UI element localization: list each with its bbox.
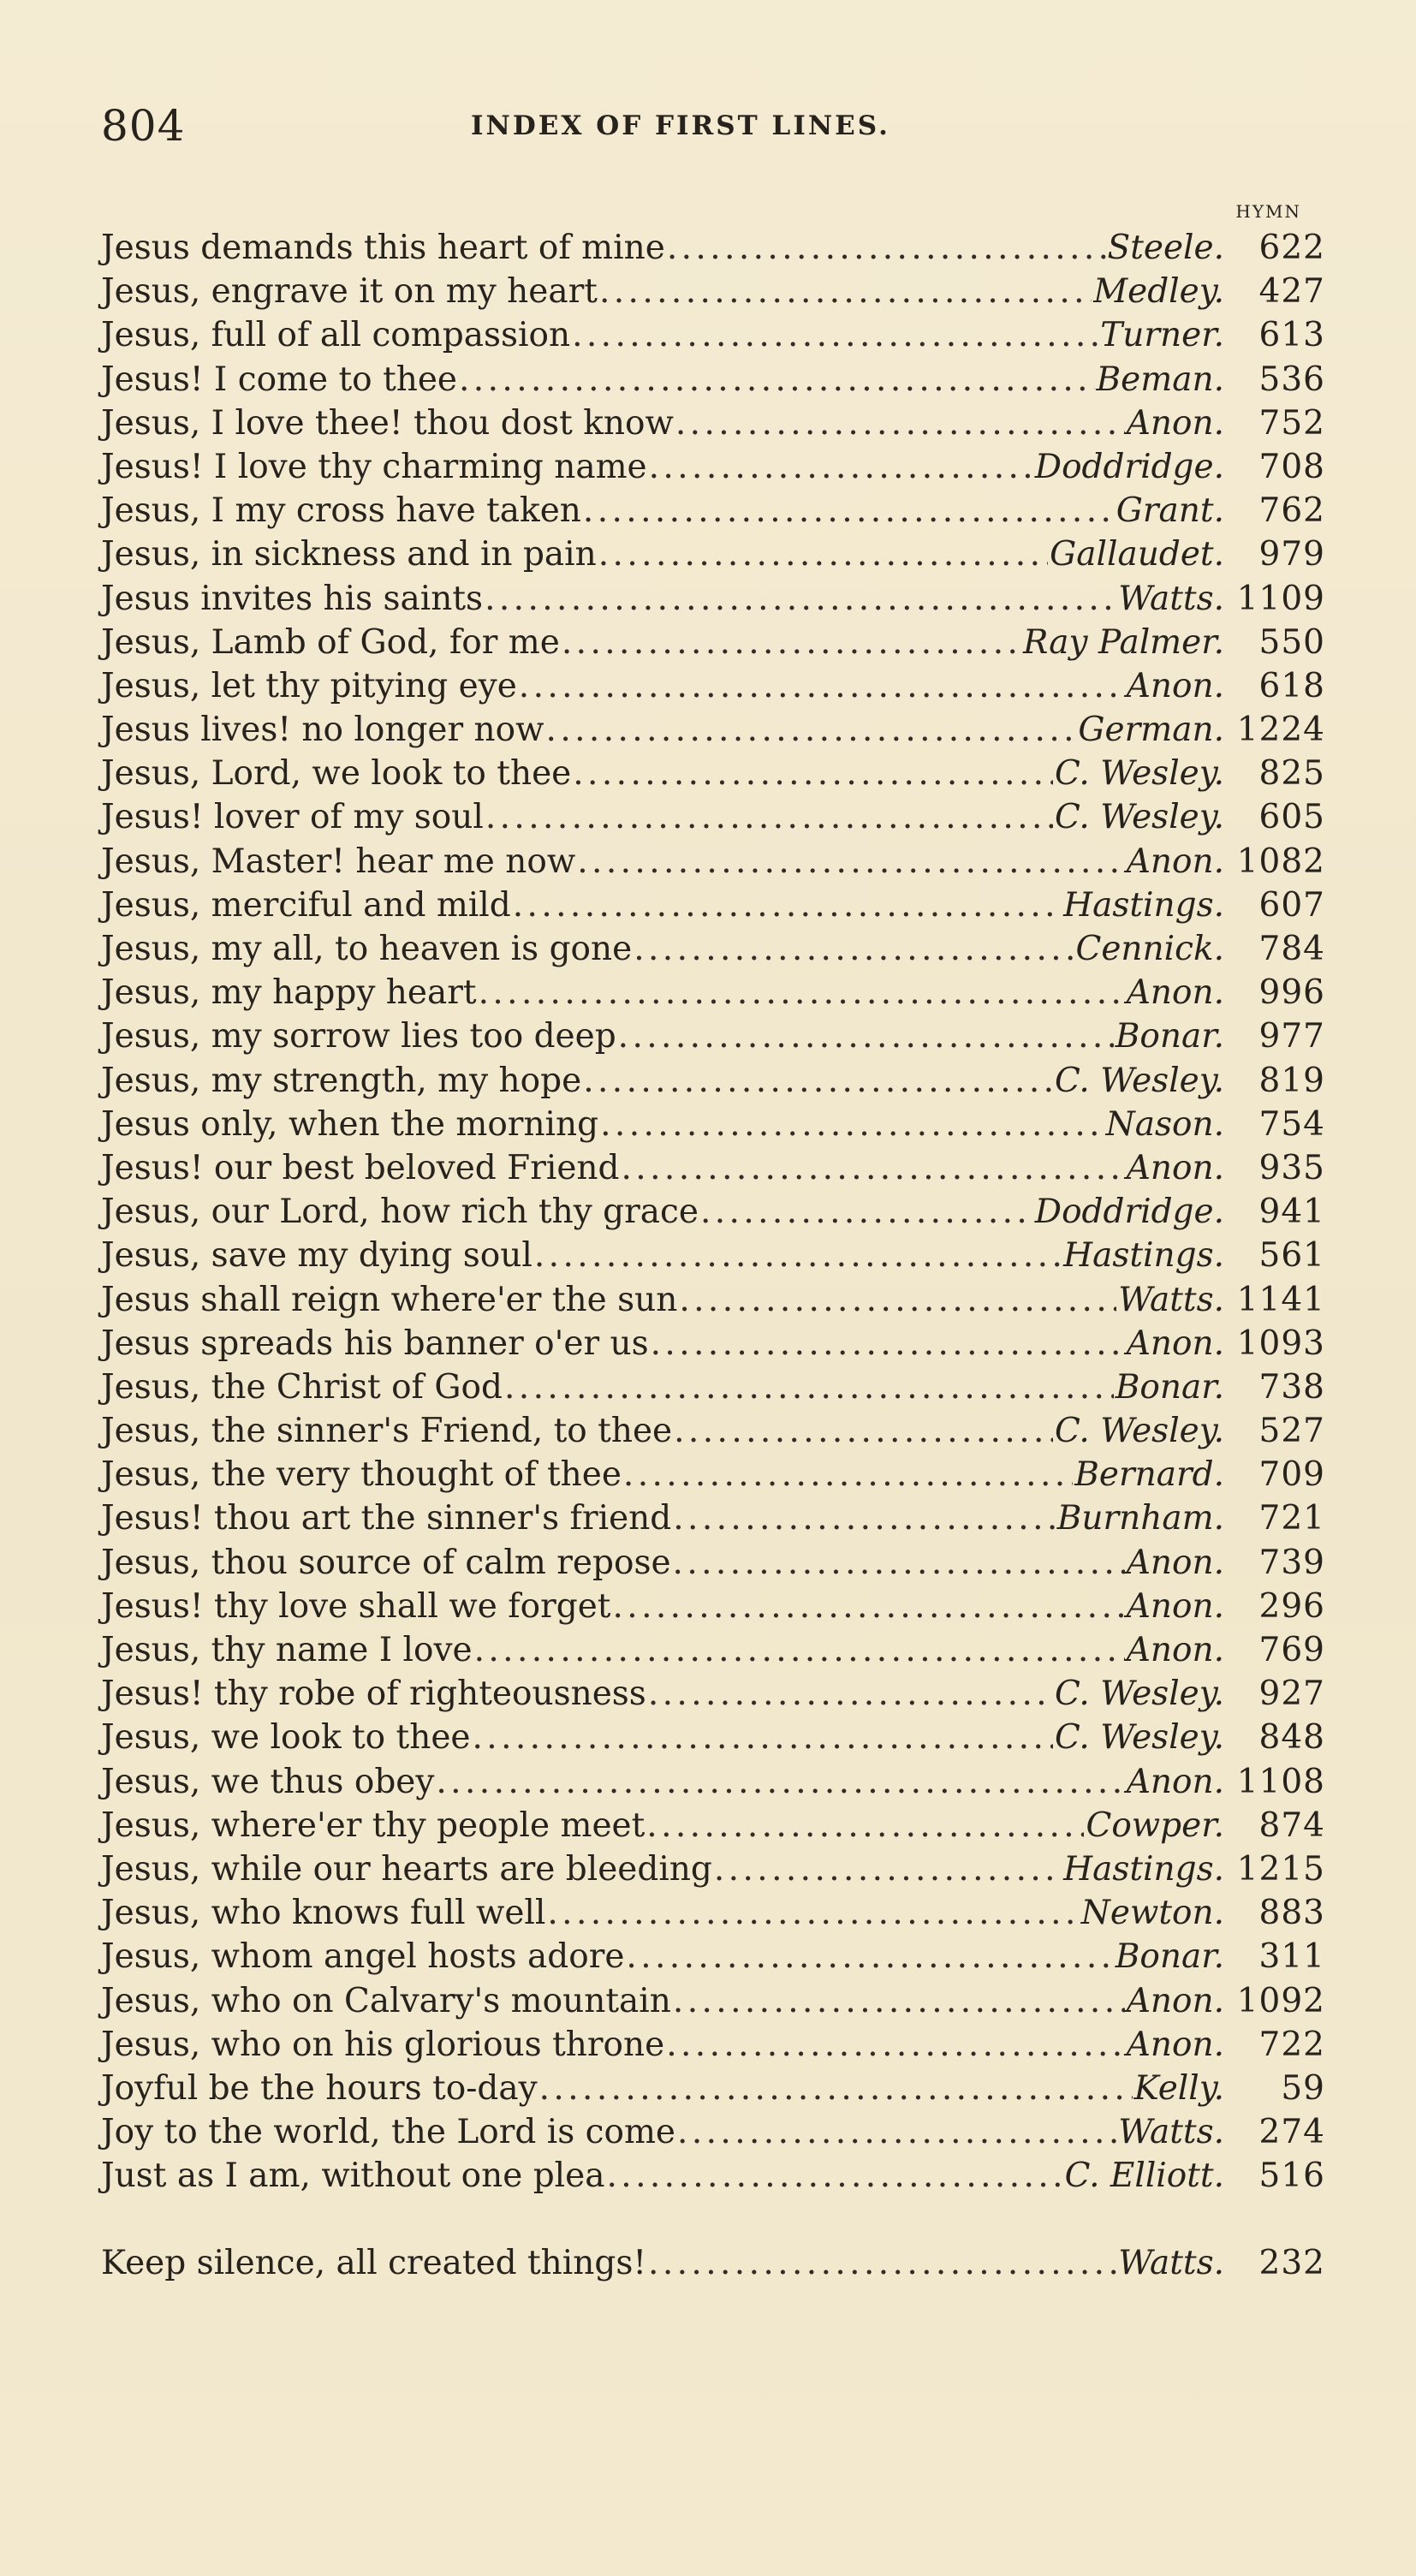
- hymn-number: 613: [1258, 316, 1325, 355]
- dot-leader: [674, 1409, 1053, 1453]
- index-entry: [101, 358, 1325, 402]
- dot-leader: [513, 883, 1062, 927]
- first-line-text: Jesus! thy robe of righteousness: [101, 1675, 646, 1714]
- hymn-number: 874: [1258, 1806, 1325, 1845]
- index-entry: [101, 270, 1325, 313]
- dot-leader: [600, 1103, 1104, 1146]
- index-entry: [101, 927, 1325, 971]
- first-line-text: Keep silence, all created things!: [101, 2244, 647, 2283]
- dot-leader: [485, 577, 1116, 621]
- index-entry: [101, 1014, 1325, 1058]
- dot-leader: [572, 313, 1098, 357]
- hymn-number: 427: [1258, 272, 1325, 312]
- dot-leader: [573, 752, 1053, 795]
- author-name: C. Elliott.: [1064, 2157, 1224, 2196]
- index-entry: [101, 1891, 1325, 1935]
- first-line-text: Jesus, we look to thee: [101, 1718, 471, 1758]
- first-line-text: Jesus, whom angel hosts adore: [101, 1937, 625, 1977]
- author-name: Grant.: [1116, 491, 1224, 531]
- dot-leader: [546, 708, 1077, 752]
- author-name: Anon.: [1126, 2025, 1224, 2064]
- running-title: INDEX OF FIRST LINES.: [471, 110, 890, 141]
- dot-leader: [598, 532, 1048, 576]
- index-entry: [101, 1541, 1325, 1585]
- hymn-number: 927: [1258, 1675, 1325, 1714]
- dot-leader: [547, 1891, 1079, 1935]
- hymn-number: 941: [1258, 1193, 1325, 1232]
- author-name: Turner.: [1100, 316, 1224, 355]
- index-entry: [101, 795, 1325, 839]
- dot-leader: [583, 489, 1115, 532]
- hymn-number: 527: [1258, 1412, 1325, 1451]
- first-line-text: Jesus spreads his banner o'er us: [101, 1324, 649, 1363]
- author-name: Cennick.: [1075, 930, 1224, 968]
- dot-leader: [677, 2110, 1116, 2154]
- hymn-number: 738: [1258, 1367, 1325, 1407]
- author-name: Watts.: [1118, 2244, 1224, 2283]
- dot-leader: [714, 1847, 1062, 1891]
- hymn-number: 739: [1258, 1543, 1325, 1582]
- index-entry: [101, 840, 1325, 883]
- dot-leader: [539, 2067, 1133, 2110]
- author-name: Bonar.: [1115, 1367, 1224, 1407]
- dot-leader: [612, 1585, 1124, 1628]
- author-name: Nason.: [1105, 1104, 1224, 1144]
- dot-leader: [583, 1059, 1053, 1103]
- dot-leader: [648, 1672, 1053, 1716]
- index-entry: [101, 1847, 1325, 1891]
- dot-leader: [648, 2241, 1116, 2285]
- author-name: C. Wesley.: [1054, 1061, 1224, 1100]
- index-entry: [101, 1496, 1325, 1540]
- author-name: Anon.: [1126, 1148, 1224, 1187]
- hymn-number: 825: [1258, 754, 1325, 794]
- author-name: Anon.: [1126, 666, 1224, 705]
- hymn-number: 979: [1258, 535, 1325, 574]
- author-name: C. Wesley.: [1054, 1718, 1224, 1758]
- dot-leader: [474, 1628, 1125, 1672]
- hymn-number: 1108: [1236, 1762, 1325, 1801]
- first-line-text: Jesus, who knows full well: [101, 1894, 546, 1933]
- hymn-number: 274: [1258, 2113, 1325, 2152]
- first-line-text: Jesus! thy love shall we forget: [101, 1586, 611, 1626]
- index-entry: [101, 2154, 1325, 2198]
- dot-leader: [459, 358, 1094, 402]
- index-entry: [101, 577, 1325, 621]
- hymn-number: 516: [1258, 2157, 1325, 2196]
- author-name: Bonar.: [1115, 1937, 1224, 1977]
- index-entry: [101, 708, 1325, 752]
- hymn-number: 296: [1258, 1586, 1325, 1626]
- first-line-text: Jesus, thou source of calm repose: [101, 1543, 671, 1582]
- index-entry: [101, 1322, 1325, 1365]
- author-name: Bonar.: [1115, 1017, 1224, 1056]
- first-line-text: Just as I am, without one plea: [101, 2157, 605, 2196]
- index-entry: [101, 621, 1325, 664]
- hymn-number: 1215: [1236, 1849, 1325, 1889]
- first-line-text: Jesus demands this heart of mine: [101, 229, 665, 267]
- hymn-number: 977: [1258, 1017, 1325, 1056]
- first-line-text: Jesus, the very thought of thee: [101, 1455, 622, 1495]
- author-name: Medley.: [1093, 272, 1224, 312]
- author-name: Doddridge.: [1034, 1193, 1224, 1232]
- index-entry: [101, 1190, 1325, 1234]
- hymn-number: 819: [1258, 1061, 1325, 1100]
- dot-leader: [666, 2023, 1125, 2067]
- author-name: Hastings.: [1063, 885, 1224, 925]
- dot-leader: [562, 621, 1021, 664]
- dot-leader: [700, 1190, 1033, 1234]
- dot-leader: [667, 226, 1106, 270]
- index-entry: [101, 1234, 1325, 1277]
- author-name: Burnham.: [1056, 1499, 1224, 1538]
- author-name: German.: [1078, 711, 1224, 750]
- author-name: Watts.: [1118, 2113, 1224, 2152]
- first-line-text: Jesus, my happy heart: [101, 973, 477, 1013]
- dot-leader: [622, 1146, 1125, 1190]
- first-line-text: Jesus lives! no longer now: [101, 711, 544, 750]
- dot-leader: [673, 1979, 1125, 2023]
- index-entry: [101, 752, 1325, 795]
- first-line-text: Jesus, the Christ of God: [101, 1367, 503, 1407]
- dot-leader: [646, 1804, 1084, 1847]
- index-entry: [101, 1760, 1325, 1804]
- author-name: Bernard.: [1074, 1455, 1224, 1495]
- author-name: Anon.: [1126, 1586, 1224, 1626]
- dot-leader: [673, 1496, 1055, 1540]
- hymn-number: 618: [1258, 666, 1325, 705]
- dot-leader: [504, 1365, 1114, 1409]
- author-name: Hastings.: [1063, 1849, 1224, 1889]
- index-entry: [101, 226, 1325, 270]
- first-line-text: Jesus, full of all compassion: [101, 316, 571, 355]
- index-entry: [101, 1585, 1325, 1628]
- author-name: Newton.: [1080, 1894, 1224, 1933]
- index-entry: [101, 1935, 1325, 1978]
- index-entry: [101, 489, 1325, 532]
- author-name: Anon.: [1126, 1543, 1224, 1582]
- first-line-text: Jesus, we thus obey: [101, 1762, 435, 1801]
- author-name: Doddridge.: [1034, 447, 1224, 486]
- first-line-text: Jesus, thy name I love: [101, 1631, 473, 1669]
- first-line-text: Jesus, merciful and mild: [101, 885, 511, 925]
- first-line-text: Jesus, I love thee! thou dost know: [101, 403, 674, 443]
- hymn-number: 311: [1258, 1937, 1325, 1977]
- hymn-number: 754: [1258, 1104, 1325, 1144]
- first-line-text: Jesus, while our hearts are bleeding: [101, 1849, 712, 1889]
- index-entry: [101, 1103, 1325, 1146]
- first-line-text: Jesus! lover of my soul: [101, 798, 484, 837]
- hymn-number: 536: [1258, 360, 1325, 399]
- hymn-number: 784: [1258, 930, 1325, 968]
- index-entry: [101, 1628, 1325, 1672]
- index-entry: [101, 883, 1325, 927]
- index-entry: [101, 445, 1325, 489]
- hymn-number: 709: [1258, 1455, 1325, 1495]
- dot-leader: [651, 1322, 1125, 1365]
- first-line-text: Jesus, who on his glorious throne: [101, 2025, 665, 2064]
- dot-leader: [436, 1760, 1124, 1804]
- author-name: Watts.: [1118, 579, 1224, 618]
- index-entry: [101, 2110, 1325, 2154]
- hymn-number: 232: [1258, 2244, 1325, 2283]
- first-line-text: Joy to the world, the Lord is come: [101, 2113, 676, 2152]
- hymn-number: 935: [1258, 1148, 1325, 1187]
- index-entry: [101, 2023, 1325, 2067]
- first-line-text: Jesus, who on Calvary's mountain: [101, 1981, 671, 2020]
- dot-leader: [599, 270, 1092, 313]
- page-header: [101, 96, 1214, 156]
- page-number: 804: [101, 101, 186, 151]
- section-gap: [101, 2198, 1325, 2241]
- author-name: C. Wesley.: [1054, 1412, 1224, 1451]
- hymn-number: 607: [1258, 885, 1325, 925]
- index-entry: [101, 2067, 1325, 2110]
- dot-leader: [577, 840, 1124, 883]
- author-name: Ray Palmer.: [1023, 622, 1224, 662]
- first-line-text: Jesus! our best beloved Friend: [101, 1148, 620, 1187]
- hymn-number: 550: [1258, 622, 1325, 662]
- dot-leader: [607, 2154, 1063, 2198]
- index-entry: [101, 1453, 1325, 1496]
- author-name: Gallaudet.: [1050, 535, 1224, 574]
- index-entry: [101, 1278, 1325, 1322]
- author-name: Anon.: [1126, 403, 1224, 443]
- author-name: Anon.: [1126, 1981, 1224, 2020]
- hymn-number: 1092: [1236, 1981, 1325, 2020]
- hymn-number: 752: [1258, 403, 1325, 443]
- author-name: Cowper.: [1086, 1806, 1224, 1845]
- first-line-text: Jesus, my strength, my hope: [101, 1061, 582, 1100]
- first-line-text: Jesus, the sinner's Friend, to thee: [101, 1412, 673, 1451]
- first-line-text: Jesus, engrave it on my heart: [101, 272, 598, 312]
- dot-leader: [623, 1453, 1073, 1496]
- dot-leader: [479, 971, 1125, 1014]
- hymn-number: 708: [1258, 447, 1325, 486]
- hymn-column-label: HYMN: [1235, 201, 1301, 222]
- hymn-number: 996: [1258, 973, 1325, 1013]
- dot-leader: [618, 1014, 1114, 1058]
- hymn-number: 1224: [1236, 711, 1325, 750]
- first-line-text: Jesus, in sickness and in pain: [101, 535, 597, 574]
- hymn-number: 1141: [1236, 1280, 1325, 1319]
- first-line-text: Jesus, where'er thy people meet: [101, 1806, 646, 1845]
- first-line-text: Jesus shall reign where'er the sun: [101, 1280, 678, 1319]
- hymn-number: 1082: [1236, 842, 1325, 881]
- first-line-text: Jesus! I come to thee: [101, 360, 458, 399]
- author-name: C. Wesley.: [1054, 1675, 1224, 1714]
- first-line-text: Jesus, I my cross have taken: [101, 491, 581, 531]
- first-line-text: Jesus, Master! hear me now: [101, 842, 576, 881]
- dot-leader: [679, 1278, 1116, 1322]
- hymn-number: 1093: [1236, 1324, 1325, 1363]
- author-name: Anon.: [1126, 1324, 1224, 1363]
- author-name: Steele.: [1107, 229, 1224, 267]
- dot-leader: [626, 1935, 1113, 1978]
- first-line-text: Jesus, my all, to heaven is gone: [101, 930, 633, 968]
- first-line-text: Joyful be the hours to-day: [101, 2068, 538, 2108]
- index-entry: [101, 313, 1325, 357]
- author-name: Beman.: [1096, 360, 1224, 399]
- dot-leader: [472, 1716, 1052, 1759]
- hymn-number: 1109: [1236, 579, 1325, 618]
- author-name: C. Wesley.: [1054, 798, 1224, 837]
- index-entry: [101, 1146, 1325, 1190]
- index-entry: [101, 1979, 1325, 2023]
- index-entry: [101, 971, 1325, 1014]
- first-line-text: Jesus, Lamb of God, for me: [101, 622, 560, 662]
- first-line-text: Jesus, let thy pitying eye: [101, 666, 517, 705]
- hymn-number: 605: [1258, 798, 1325, 837]
- hymn-number: 721: [1258, 1499, 1325, 1538]
- hymn-number: 561: [1258, 1236, 1325, 1276]
- author-name: Anon.: [1126, 973, 1224, 1013]
- dot-leader: [519, 664, 1125, 708]
- hymn-number: 848: [1258, 1718, 1325, 1758]
- hymn-number: 722: [1258, 2025, 1325, 2064]
- hymn-number: 762: [1258, 491, 1325, 531]
- first-line-text: Jesus, my sorrow lies too deep: [101, 1017, 616, 1056]
- index-entry: [101, 2241, 1325, 2285]
- dot-leader: [634, 927, 1074, 971]
- first-line-text: Jesus, save my dying soul: [101, 1236, 532, 1276]
- author-name: Watts.: [1118, 1280, 1224, 1319]
- dot-leader: [534, 1234, 1062, 1277]
- author-name: Kelly.: [1133, 2068, 1224, 2108]
- index-entry: [101, 1716, 1325, 1759]
- first-lines-index: [101, 226, 1325, 2286]
- index-entry: [101, 664, 1325, 708]
- dot-leader: [675, 402, 1125, 445]
- first-line-text: Jesus only, when the morning: [101, 1104, 599, 1144]
- index-entry: [101, 402, 1325, 445]
- index-entry: [101, 1059, 1325, 1103]
- first-line-text: Jesus, Lord, we look to thee: [101, 754, 572, 794]
- dot-leader: [673, 1541, 1125, 1585]
- index-entry: [101, 1804, 1325, 1847]
- dot-leader: [649, 445, 1033, 489]
- index-entry: [101, 532, 1325, 576]
- hymn-number: 59: [1281, 2068, 1325, 2108]
- first-line-text: Jesus invites his saints: [101, 579, 484, 618]
- index-entry: [101, 1365, 1325, 1409]
- first-line-text: Jesus, our Lord, how rich thy grace: [101, 1193, 699, 1232]
- hymn-number: 622: [1258, 229, 1325, 267]
- dot-leader: [485, 795, 1053, 839]
- first-line-text: Jesus! thou art the sinner's friend: [101, 1499, 672, 1538]
- hymn-number: 883: [1258, 1894, 1325, 1933]
- author-name: Hastings.: [1063, 1236, 1224, 1276]
- hymn-number: 769: [1258, 1631, 1325, 1669]
- index-entry: [101, 1672, 1325, 1716]
- index-entry: [101, 1409, 1325, 1453]
- author-name: Anon.: [1126, 1631, 1224, 1669]
- first-line-text: Jesus! I love thy charming name: [101, 447, 647, 486]
- author-name: C. Wesley.: [1054, 754, 1224, 794]
- author-name: Anon.: [1126, 1762, 1224, 1801]
- author-name: Anon.: [1126, 842, 1224, 881]
